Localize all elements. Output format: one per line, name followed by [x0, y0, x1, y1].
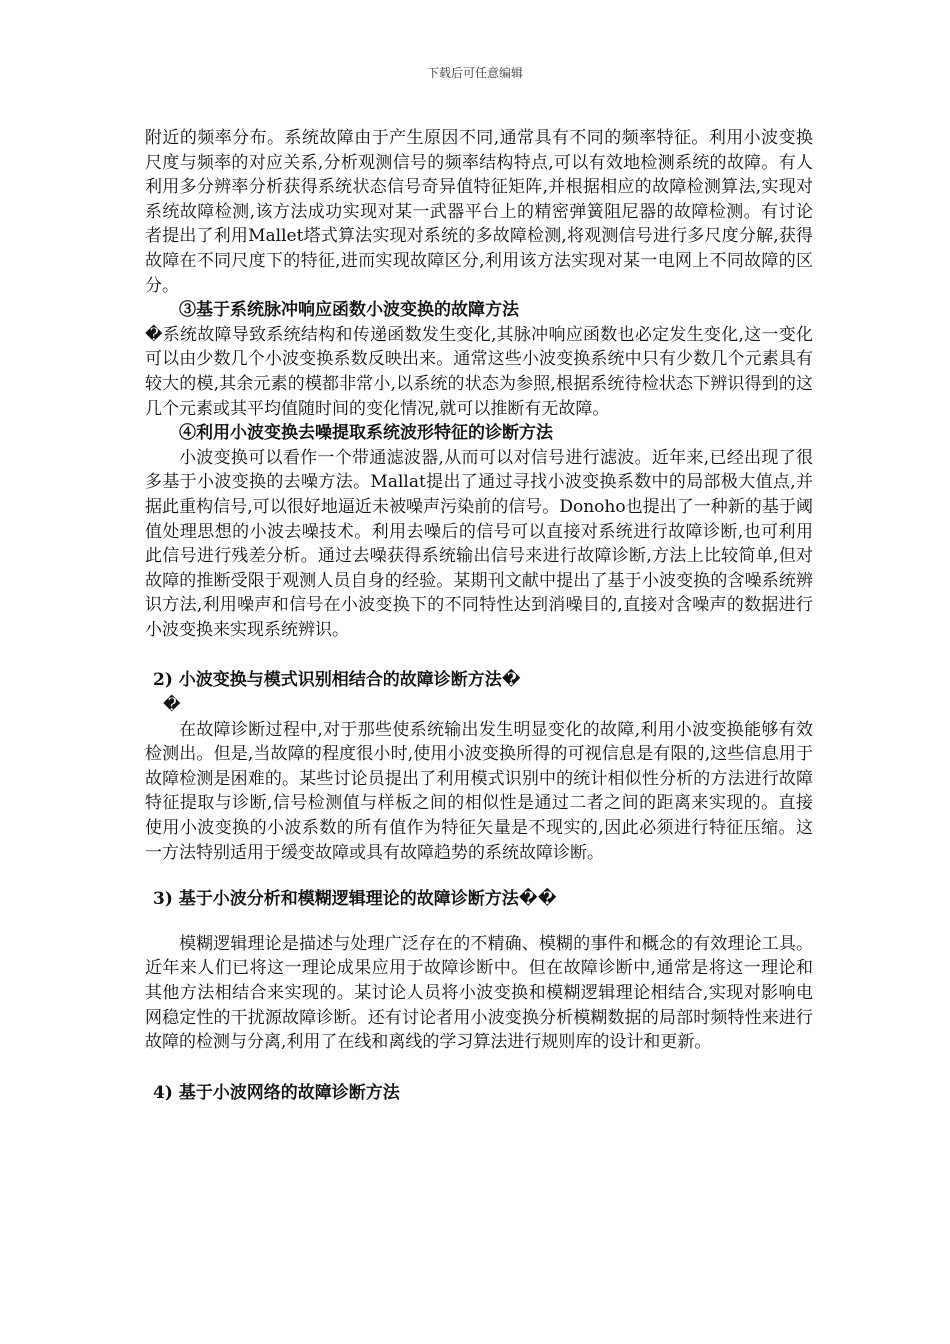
replacement-char: � [163, 695, 181, 716]
section-heading: 2) 小波变换与模式识别相结合的故障诊断方法� [153, 670, 521, 691]
body-paragraph: �系统故障导致系统结构和传递函数发生变化,其脉冲响应函数也必定发生变化,这一变化可以由少数几个小波变换系数反映出来。通常这些小波变换系统中只有少数几个元素具有较大的模,其余元素的模都非常小,以系统的状态为参照,根据系统待检状态下辨识得到的这几个元素或其平均值随时间的变化情况,就可以推断有无故障。 [145, 324, 813, 419]
body-paragraph: 附近的频率分布。系统故障由于产生原因不同,通常具有不同的频率特征。利用小波变换尺度与频率的对应关系,分析观测信号的频率结构特点,可以有效地检测系统的故障。有人利用多分辨率分析获得系统状态信号奇异值特征矩阵,并根据相应的故障检测算法,实现对系统故障检测,该方法成功实现对某一武器平台上的精密弹簧阻尼器的故障检测。有讨论者提出了利用Mallet塔式算法实现对系统的多故障检测,将观测信号进行多尺度分解,获得故障在不同尺度下的特征,进而实现故障区分,利用该方法实现对某一电网上不同故障的区分。 [145, 128, 813, 296]
body-paragraph: 小波变换可以看作一个带通滤波器,从而可以对信号进行滤波。近年来,已经出现了很多基于小波变换的去噪方法。Mallat提出了通过寻找小波变换系数中的局部极大值点,并据此重构信号,可以很好地逼近未被噪声污染前的信号。Donoho也提出了一种新的基于阈值处理思想的小波去噪技术。利用去噪后的信号可以直接对系统进行故障诊断,也可利用此信号进行残差分析。通过去噪获得系统输出信号来进行故障诊断,方法上比较简单,但对故障的推断受限于观测人员自身的经验。某期刊文献中提出了基于小波变换的含噪系统辨识方法,利用噪声和信号在小波变换下的不同特性达到消噪目的,直接对含噪声的数据进行小波变换来实现系统辨识。 [145, 447, 813, 640]
subsection-heading: ④利用小波变换去噪提取系统波形特征的诊断方法 [179, 423, 553, 444]
subsection-heading: ③基于系统脉冲响应函数小波变换的故障方法 [179, 300, 519, 321]
body-paragraph: 在故障诊断过程中,对于那些使系统输出发生明显变化的故障,利用小波变换能够有效检测出。但是,当故障的程度很小时,使用小波变换所得的可视信息是有限的,这些信息用于故障检测是困难的。某些讨论员提出了利用模式识别中的统计相似性分析的方法进行故障特征提取与诊断,信号检测值与样板之间的相似性是通过二者之间的距离来实现的。直接使用小波变换的小波系数的所有值作为特征矢量是不现实的,因此必须进行特征压缩。这一方法特别适用于缓变故障或具有故障趋势的系统故障诊断。 [145, 719, 813, 863]
section-heading: 3) 基于小波分析和模糊逻辑理论的故障诊断方法�� [153, 889, 557, 910]
body-paragraph: 模糊逻辑理论是描述与处理广泛存在的不精确、模糊的事件和概念的有效理论工具。近年来人们已将这一理论成果应用于故障诊断中。但在故障诊断中,通常是将这一理论和其他方法相结合来实现的。某讨论人员将小波变换和模糊逻辑理论相结合,实现对影响电网稳定性的干扰源故障诊断。还有讨论者用小波变换分析模糊数据的局部时频特性来进行故障的检测与分离,利用了在线和离线的学习算法进行规则库的设计和更新。 [145, 933, 813, 1053]
page-header: 下载后可任意编辑 [426, 66, 523, 80]
section-heading: 4) 基于小波网络的故障诊断方法 [153, 1082, 400, 1103]
document-body [145, 126, 813, 1105]
